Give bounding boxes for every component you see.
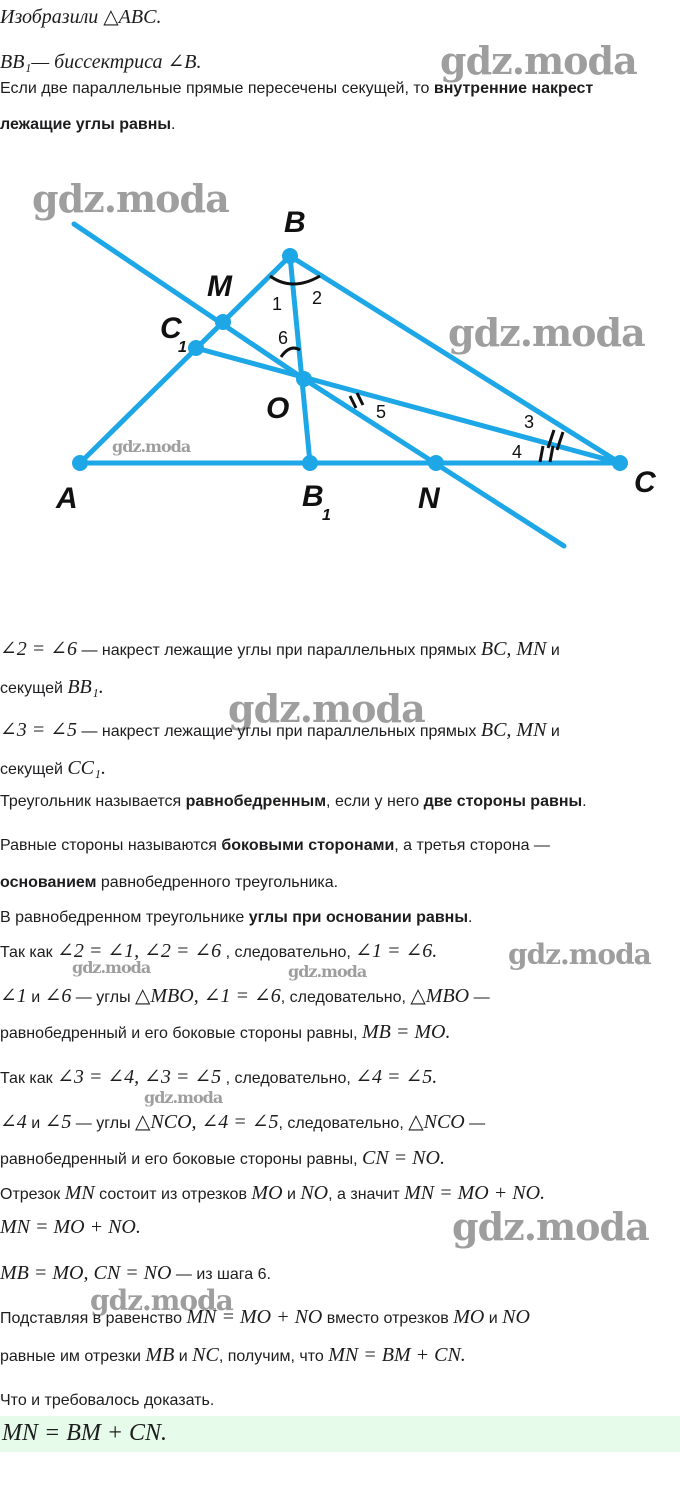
text: — углы (71, 989, 136, 1006)
text: и (26, 989, 45, 1006)
watermark: gdz.moda (448, 310, 645, 355)
math: MO (251, 1182, 283, 1204)
point-a (72, 455, 88, 471)
line-depicted-triangle (0, 6, 161, 30)
math: MB = MO, CN = NO (0, 1262, 172, 1284)
label-angle-3: 3 (524, 412, 535, 432)
side-bc (290, 256, 620, 463)
bold-text: основанием (0, 874, 97, 891)
bold-text: две стороны равны (423, 793, 583, 810)
bisector-bb1 (290, 256, 310, 463)
math: MN = MO + NO. (0, 1216, 141, 1238)
line-since-angle-1-6 (0, 940, 437, 964)
math: ∠3 = ∠4, ∠3 = ∠5 (57, 1066, 222, 1088)
text: равные им отрезки (0, 1348, 146, 1365)
side-ab (80, 256, 290, 463)
text: Отрезок (0, 1186, 65, 1203)
math: △MBO, ∠1 = ∠6 (135, 985, 281, 1007)
text: , получим, что (218, 1348, 329, 1365)
bold-text: боковыми сторонами (221, 837, 395, 854)
math: CC₁. (67, 757, 106, 779)
line-parallel-rule-2 (0, 114, 175, 136)
line-secant-bb1 (0, 676, 104, 700)
label-c1: C (160, 312, 182, 345)
label-angle-2: 2 (312, 288, 323, 308)
watermark: gdz.moda (90, 1284, 233, 1317)
line-bisector (0, 51, 201, 75)
text: , а третья сторона — (394, 837, 550, 854)
math: BC, MN (480, 638, 547, 660)
text: , следовательно, (221, 1070, 356, 1087)
line-angles-2-6 (0, 638, 560, 662)
watermark: gdz.moda (72, 958, 151, 977)
watermark: gdz.moda (288, 962, 367, 981)
label-angle-4: 4 (512, 442, 523, 462)
math: MB (145, 1344, 175, 1366)
line-substituting (0, 1306, 530, 1330)
label-m: M (207, 270, 232, 303)
line-angles-3-5 (0, 719, 560, 743)
text: — из шага 6. (171, 1266, 271, 1283)
text: секущей (0, 761, 68, 778)
text: , следовательно, (221, 944, 356, 961)
math: ∠3 = ∠5 (0, 719, 78, 741)
point-b1 (302, 455, 318, 471)
line-mb-mo (0, 1021, 450, 1045)
math: ∠4 (0, 1111, 27, 1133)
label-angle-5: 5 (376, 402, 387, 422)
text: Так как (0, 1070, 58, 1087)
text: равнобедренный и его боковые стороны равны, (0, 1025, 362, 1042)
angle-tick-4 (540, 446, 553, 462)
math: ∠1 = ∠6. (355, 940, 438, 962)
label-b1-sub: 1 (322, 507, 331, 524)
text: и (484, 1310, 503, 1327)
text: состоит из отрезков (94, 1186, 252, 1203)
math: CN = NO. (362, 1147, 445, 1169)
text: . (582, 793, 587, 810)
text: , если у него (326, 793, 424, 810)
line-mn-equation (0, 1216, 141, 1240)
answer-box (0, 1416, 680, 1452)
text: равнобедренный и его боковые стороны равны, (0, 1151, 362, 1168)
math: ∠2 = ∠1, ∠2 = ∠6 (57, 940, 222, 962)
text: Если две параллельные прямые пересечены секущей, то (0, 80, 434, 97)
math: △NCO (408, 1111, 465, 1133)
point-c1 (188, 340, 204, 356)
math: MN = BM + CN. (328, 1344, 466, 1366)
text: — (469, 989, 490, 1006)
line-segment-mn (0, 1182, 545, 1206)
line-isosceles-def (0, 791, 587, 813)
math: ∠2 = ∠6 (0, 638, 78, 660)
line-from-step-6 (0, 1262, 271, 1286)
text: Треугольник называется (0, 793, 186, 810)
label-n: N (418, 482, 440, 515)
text: , следовательно, (280, 989, 411, 1006)
text: . (171, 116, 176, 133)
line-base (0, 872, 338, 894)
math: ∠5 (44, 1111, 72, 1133)
label-c1-sub: 1 (178, 339, 187, 356)
line-base-angles (0, 907, 472, 929)
line-qed (0, 1390, 214, 1412)
angle-arc-b (270, 276, 320, 284)
math: MN (64, 1182, 95, 1204)
label-b: B (284, 206, 306, 239)
text: В равнобедренном треугольнике (0, 909, 249, 926)
math: NO (502, 1306, 530, 1328)
line-lateral-sides (0, 835, 550, 857)
watermark: gdz.moda (440, 38, 637, 83)
watermark: gdz.moda (228, 686, 425, 731)
text: — накрест лежащие углы при параллельных прямых (77, 723, 481, 740)
point-m (215, 314, 231, 330)
text-bisector: BB₁— биссектриса ∠B. (0, 51, 202, 73)
text: секущей (0, 680, 68, 697)
math: MO (453, 1306, 485, 1328)
point-c (612, 455, 628, 471)
text: Так как (0, 944, 58, 961)
triangle-figure (0, 170, 680, 590)
line-since-angle-4-5 (0, 1066, 437, 1090)
label-b1: B (302, 480, 324, 513)
watermark: gdz.moda (144, 1088, 223, 1107)
answer-text: MN = BM + CN. (2, 1420, 168, 1446)
text: и (546, 723, 560, 740)
math: △MBO (410, 985, 470, 1007)
text: — (464, 1115, 486, 1132)
text: . (467, 909, 473, 926)
label-o: O (266, 392, 290, 425)
math: NC (192, 1344, 219, 1366)
line-triangle-nco (0, 1111, 485, 1135)
watermark: gdz.moda (32, 176, 229, 221)
math: MB = MO. (362, 1021, 451, 1043)
text: — углы (71, 1115, 136, 1132)
math: MN = MO + NO (186, 1306, 323, 1328)
label-a: A (56, 482, 78, 515)
text: — накрест лежащие углы при параллельных прямых (77, 642, 481, 659)
math: △NCO, ∠4 = ∠5 (135, 1111, 279, 1133)
text: и (282, 1186, 301, 1203)
math: BC, MN (480, 719, 547, 741)
line-secant-cc1 (0, 757, 106, 781)
watermark: gdz.moda (112, 437, 191, 456)
text: равнобедренного треугольника. (96, 874, 339, 891)
math: MN = MO + NO. (404, 1182, 546, 1204)
bold-text: внутренние накрест (433, 80, 594, 97)
text: Что и требовалось доказать. (0, 1392, 215, 1409)
math: ∠1 (0, 985, 27, 1007)
watermark: gdz.moda (452, 1204, 649, 1249)
line-triangle-mbo (0, 985, 490, 1009)
line-result (0, 1344, 466, 1368)
watermark: gdz.moda (508, 938, 651, 971)
label-angle-6: 6 (278, 328, 289, 348)
text: и (546, 642, 560, 659)
text: и (26, 1115, 45, 1132)
line-cn-no (0, 1147, 445, 1171)
point-n (428, 455, 444, 471)
text: и (174, 1348, 193, 1365)
label-c: C (634, 466, 656, 499)
bold-text: лежащие углы равны (0, 116, 172, 133)
bold-text: равнобедренным (185, 793, 327, 810)
text: Подставляя в равенство (0, 1310, 187, 1327)
text: , а значит (328, 1186, 405, 1203)
text-depicted-triangle: Изобразили △ABC. (0, 6, 162, 28)
point-o (296, 371, 312, 387)
bold-text: углы при основании равны (248, 909, 468, 926)
point-b (282, 248, 298, 264)
text: вместо отрезков (322, 1310, 454, 1327)
math: BB₁. (67, 676, 104, 698)
math: ∠6 (44, 985, 72, 1007)
text: , следовательно, (278, 1115, 409, 1132)
text: Равные стороны называются (0, 837, 222, 854)
math: NO (300, 1182, 329, 1204)
math: ∠4 = ∠5. (355, 1066, 438, 1088)
label-angle-1: 1 (272, 294, 283, 314)
